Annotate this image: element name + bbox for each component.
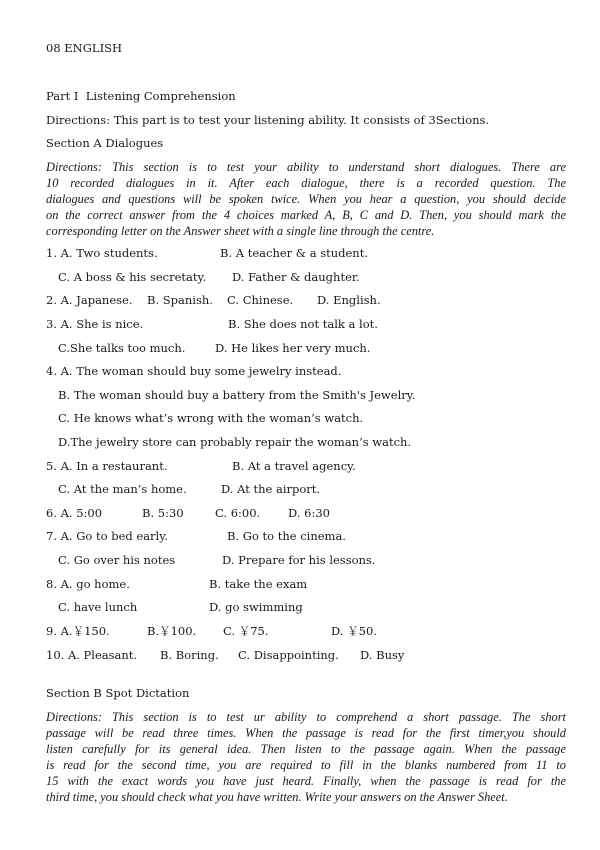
directions-line: dialogues and questions will be spoken twice. When you hear a question, you should decide [46,192,566,206]
q9-option-b: B.￥100. [147,624,197,638]
q1-option-b: B. A teacher & a student. [220,246,368,260]
directions-line: listen carefully for its general idea. Then listen to the passage again. When the passage [46,742,566,756]
q1-option-d: D. Father & daughter. [232,270,360,284]
q7-option-d: D. Prepare for his lessons. [222,553,376,567]
q4-option-b: B. The woman should buy a battery from the Smith's Jewelry. [58,388,416,402]
q7-option-b: B. Go to the cinema. [227,529,346,543]
directions-line: on the correct answer from the 4 choices marked A, B, C and D. Then, you should mark the [46,208,566,222]
section-b-directions [46,709,566,805]
q4-option-d: D.The jewelry store can probably repair the woman’s watch. [58,435,412,449]
q10-option-b: B. Boring. [160,648,219,662]
q7-option-c: C. Go over his notes [58,553,176,567]
q8-option-d: D. go swimming [209,600,303,614]
q9-option-c: C. ￥75. [223,624,269,638]
q3-option-d: D. He likes her very much. [215,341,371,355]
directions-line: 10 recorded dialogues in it. After each dialogue, there is a recorded question. The [46,176,566,190]
q2-option-b: B. Spanish. [147,293,213,307]
directions-line: is read for the second time, you are required to fill in the blanks numbered from 11 to [46,758,566,772]
page-header: 08 ENGLISH [46,41,123,55]
q7-option-a: 7. A. Go to bed early. [46,529,168,543]
q6-option-c: C. 6:00. [215,506,261,520]
part-title: Part I Listening Comprehension [46,89,236,103]
q2-option-c: C. Chinese. [227,293,294,307]
q5-option-c: C. At the man’s home. [58,482,187,496]
q10-option-d: D. Busy [360,648,405,662]
q2-option-a: 2. A. Japanese. [46,293,133,307]
section-a-title: Section A Dialogues [46,136,164,150]
q1-option-c: C. A boss & his secretaty. [58,270,207,284]
q10-option-c: C. Disappointing. [238,648,339,662]
q8-option-c: C. have lunch [58,600,138,614]
q9-option-a: 9. A.￥150. [46,624,110,638]
q3-option-c: C.She talks too much. [58,341,186,355]
q4-option-a: 4. A. The woman should buy some jewelry instead. [46,364,342,378]
directions-line: corresponding letter on the Answer sheet with a single line through the centre. [46,224,435,238]
directions-line: Directions: This section is to test your ability to understand short dialogues. There are [46,160,566,174]
directions-line: Directions: This section is to test ur ability to comprehend a short passage. The short [46,710,566,724]
q6-option-d: D. 6:30 [288,506,330,520]
section-b-title: Section B Spot Dictation [46,686,190,700]
q4-option-c: C. He knows what’s wrong with the woman’s watch. [58,411,364,425]
q6-option-b: B. 5:30 [142,506,184,520]
q3-option-b: B. She does not talk a lot. [228,317,378,331]
q8-option-a: 8. A. go home. [46,577,130,591]
q2-option-d: D. English. [317,293,381,307]
q5-option-a: 5. A. In a restaurant. [46,459,168,473]
q3-option-a: 3. A. She is nice. [46,317,144,331]
q6-option-a: 6. A. 5:00 [46,506,103,520]
q5-option-d: D. At the airport. [221,482,321,496]
q9-option-d: D. ￥50. [331,624,377,638]
q1-option-a: 1. A. Two students. [46,246,158,260]
directions-line: passage will be read three times. When the passage is read for the first timer,you should [46,726,566,740]
section-a-directions [46,159,566,239]
q5-option-b: B. At a travel agency. [232,459,356,473]
q10-option-a: 10. A. Pleasant. [46,648,138,662]
part-directions: Directions: This part is to test your listening ability. It consists of 3Sections. [46,113,490,127]
q8-option-b: B. take the exam [209,577,308,591]
directions-line: 15 with the exact words you have just heard. Finally, when the passage is read for the [46,774,566,788]
directions-line: third time, you should check what you have written. Write your answers on the Answer Sheet. [46,790,508,804]
